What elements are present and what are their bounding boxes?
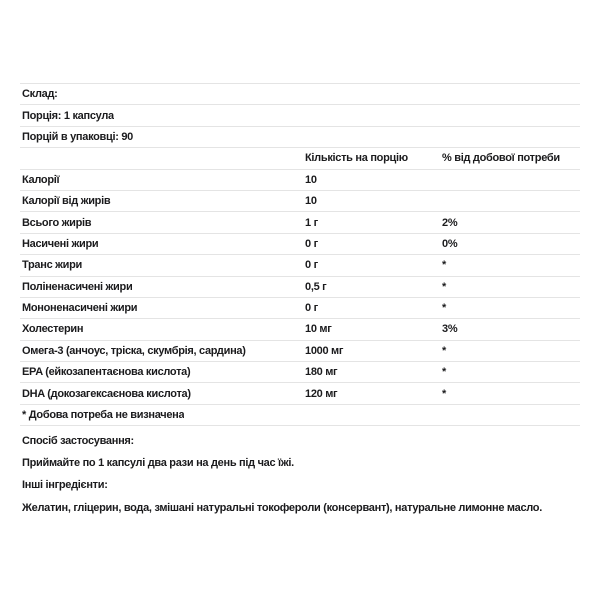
nutrient-label: Насичені жири xyxy=(22,237,99,250)
usage-heading: Спосіб застосування: xyxy=(22,435,134,447)
additional-info-section xyxy=(22,430,580,519)
nutrient-amount: 10 xyxy=(305,173,317,186)
amount-column-header: Кількість на порцію xyxy=(305,152,408,165)
footnote-row xyxy=(20,405,580,426)
usage-text: Приймайте по 1 капсулі два рази на день під час їжі. xyxy=(22,457,294,470)
daily-value-footnote: * Добова потреба не визначена xyxy=(22,409,185,422)
supplement-facts-panel xyxy=(20,83,580,426)
nutrient-amount: 1 г xyxy=(305,216,318,229)
table-row xyxy=(20,234,580,255)
nutrient-daily-value: * xyxy=(442,280,446,293)
nutrient-daily-value: 2% xyxy=(442,216,458,229)
nutrient-amount: 10 мг xyxy=(305,323,332,336)
nutrient-label: Мононенасичені жири xyxy=(22,302,138,315)
nutrient-label: Транс жири xyxy=(22,259,82,272)
nutrient-label: EPA (ейкозапентаєнова кислота) xyxy=(22,366,191,379)
nutrient-label: DHA (докозагексаєнова кислота) xyxy=(22,387,191,400)
nutrient-label: Калорії від жирів xyxy=(22,195,111,208)
table-row xyxy=(20,341,580,362)
nutrient-label: Всього жирів xyxy=(22,216,92,229)
nutrient-amount: 0 г xyxy=(305,237,318,250)
nutrient-label: Омега-3 (анчоус, тріска, скумбрія, сардина) xyxy=(22,344,246,357)
serving-size-label: Порція: 1 капсула xyxy=(22,109,114,122)
composition-heading-row xyxy=(20,84,580,105)
table-row xyxy=(20,212,580,233)
table-row xyxy=(20,255,580,276)
nutrient-amount: 0,5 г xyxy=(305,280,327,293)
nutrient-daily-value: * xyxy=(442,344,446,357)
nutrient-daily-value: * xyxy=(442,366,446,379)
nutrient-amount: 1000 мг xyxy=(305,344,344,357)
table-row xyxy=(20,319,580,340)
serving-size-row xyxy=(20,105,580,126)
table-row xyxy=(20,191,580,212)
table-row xyxy=(20,383,580,404)
nutrient-daily-value: * xyxy=(442,387,446,400)
daily-value-column-header: % від добової потреби xyxy=(442,152,560,165)
servings-per-container-label: Порцій в упаковці: 90 xyxy=(22,130,133,143)
composition-heading: Склад: xyxy=(22,88,58,101)
nutrient-label: Холестерин xyxy=(22,323,84,336)
other-ingredients-heading: Інші інгредієнти: xyxy=(22,479,108,492)
nutrient-amount: 10 xyxy=(305,195,317,208)
nutrient-label: Калорії xyxy=(22,173,60,186)
other-ingredients-text: Желатин, гліцерин, вода, змішані натуральні токофероли (консервант), натуральне лимонне масло. xyxy=(22,501,542,514)
table-row xyxy=(20,277,580,298)
table-row xyxy=(20,170,580,191)
nutrient-daily-value: * xyxy=(442,259,446,272)
nutrient-amount: 0 г xyxy=(305,302,318,315)
table-header-row xyxy=(20,148,580,169)
nutrient-daily-value: 3% xyxy=(442,323,458,336)
nutrient-daily-value: 0% xyxy=(442,237,458,250)
nutrient-daily-value: * xyxy=(442,302,446,315)
nutrient-amount: 0 г xyxy=(305,259,318,272)
nutrient-amount: 180 мг xyxy=(305,366,338,379)
nutrient-amount: 120 мг xyxy=(305,387,338,400)
table-row xyxy=(20,362,580,383)
servings-per-container-row xyxy=(20,127,580,148)
nutrient-label: Поліненасичені жири xyxy=(22,280,133,293)
table-row xyxy=(20,298,580,319)
